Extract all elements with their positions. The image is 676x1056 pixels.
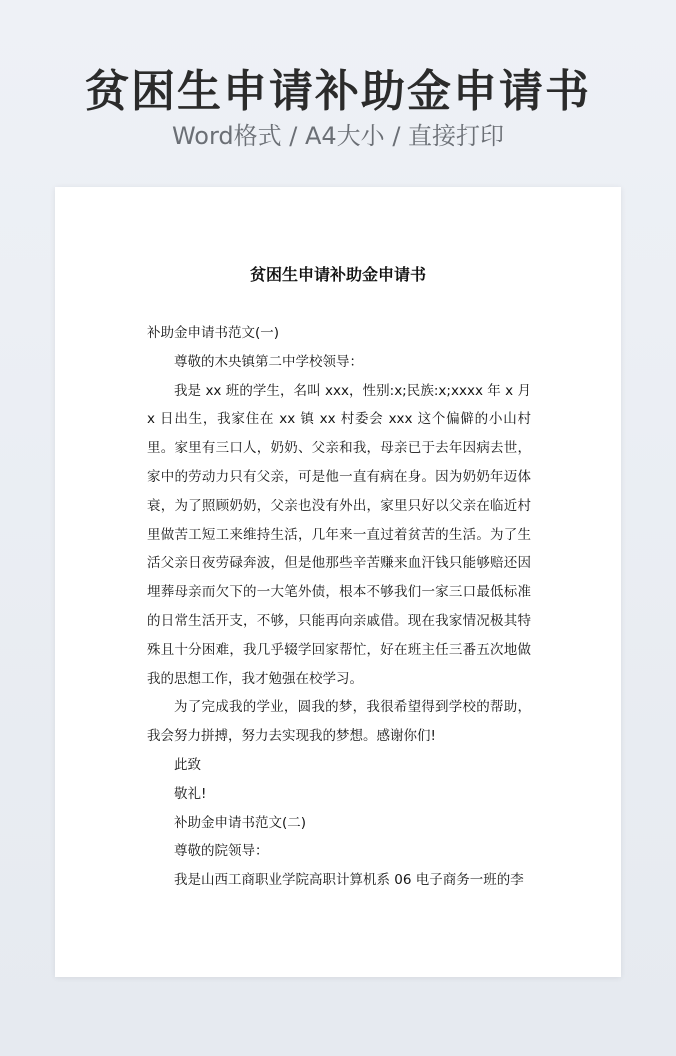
section-heading-1: 补助金申请书范文(一) <box>147 325 280 341</box>
body-paragraph-3: 我是山西工商职业学院高职计算机系 06 电子商务一班的李 <box>174 872 524 889</box>
banner-subtitle: Word格式 / A4大小 / 直接打印 <box>171 122 505 150</box>
body-paragraph-2: 为了完成我的学业，圆我的梦，我很希望得到学校的帮助，我会努力拼搏，努力去实现我的梦想。感谢你们! <box>147 699 531 745</box>
closing-cizhi: 此致 <box>174 756 201 773</box>
document-body <box>147 319 531 895</box>
document-title: 贫困生申请补助金申请书 <box>249 265 426 284</box>
banner <box>0 0 676 186</box>
section-heading-2: 补助金申请书范文(二) <box>174 814 307 831</box>
banner-title: 贫困生申请补助金申请书 <box>85 66 591 117</box>
body-paragraph-1: 我是 xx 班的学生，名叫 xxx，性别:x;民族:x;xxxx 年 x 月 x 日出生，我家住在 xx 镇 xx 村委会 xxx 这个偏僻的小山村里。家里有三口人，奶奶、父亲和我，母亲已于去年因病去世，家中的劳动力只有父亲，可是他一直有病在身。因为奶奶年迈体衰，为了照顾奶奶，父亲也没有外出，家里只好以父亲在临近村里做苦工短工来维持生活，几年来一直过着贫苦的生活。为了生活父亲日夜劳碌奔波，但是他那些辛苦赚来血汗钱只能够赔还因埋葬母亲而欠下的一大笔外债，根本不够我们一家三口最低标准的日常生活开支，不够，只能再向亲戚借。现在我家情况极其特殊且十分困难，我几乎辍学回家帮忙，好在班主任三番五次地做我的思想工作，我才勉强在校学习。 <box>147 382 531 687</box>
salutation-1: 尊敬的木央镇第二中学校领导： <box>174 353 363 370</box>
salutation-2: 尊敬的院领导： <box>174 843 269 860</box>
closing-jingli: 敬礼! <box>174 785 207 802</box>
